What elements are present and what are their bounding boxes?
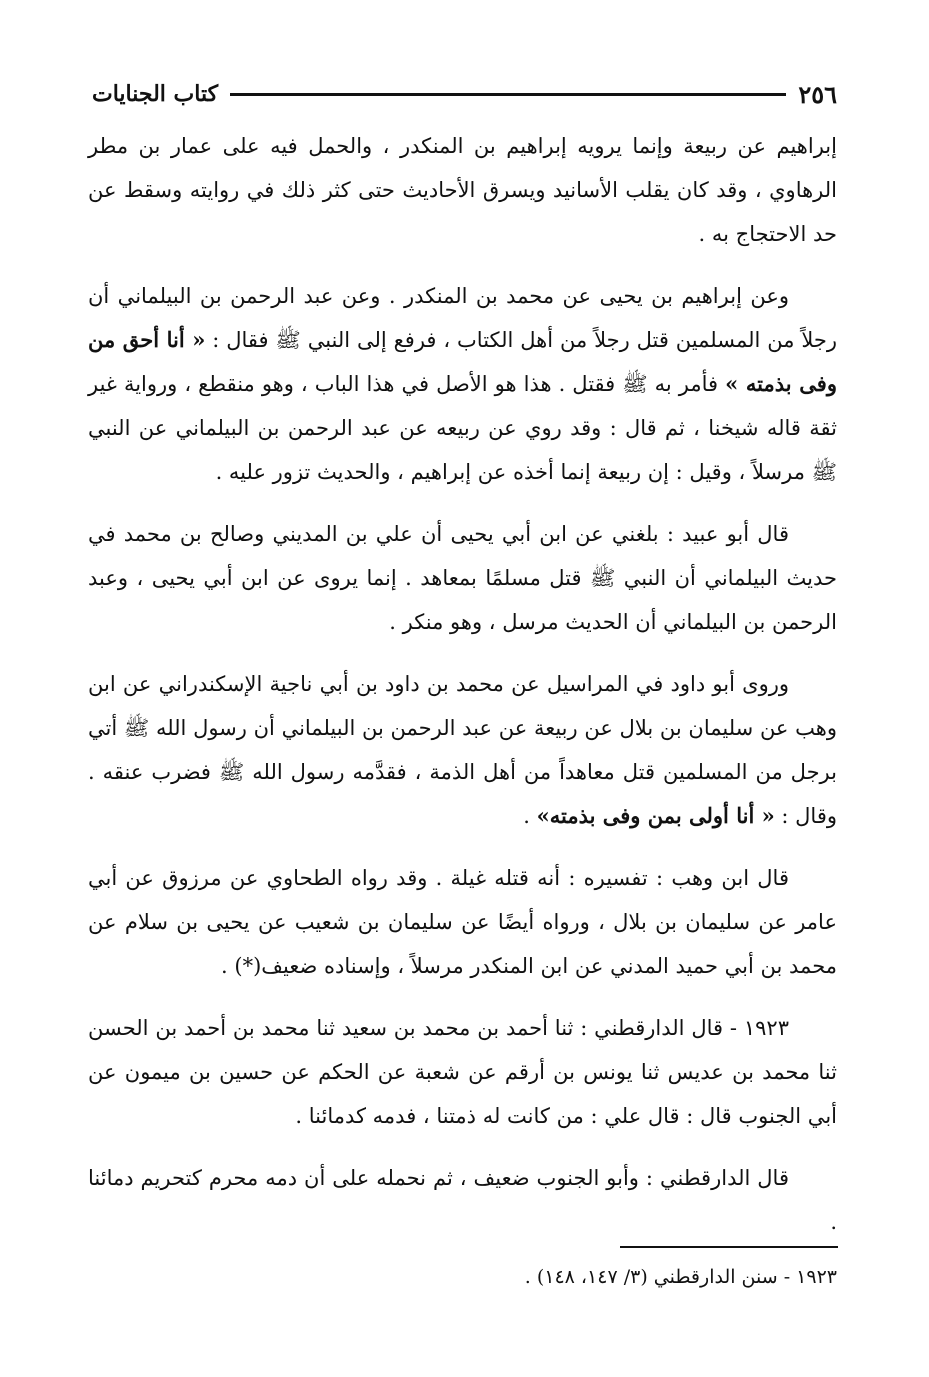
main-text [88,124,837,1262]
header-rule [230,93,786,96]
footnote: ١٩٢٣ - سنن الدارقطني (٣/ ١٤٧، ١٤٨) . [524,1266,837,1288]
footnote-rule [620,1246,838,1248]
paragraph-text: . [523,804,537,828]
paragraph-daraqutni: قال الدارقطني : وأبو الجنوب ضعيف ، ثم نحمله على أن دمه محرم كتحريم دمائنا . [88,1166,837,1234]
running-head [92,74,837,114]
paragraph-continuation: إبراهيم عن ربيعة وإنما يرويه إبراهيم بن المنكدر ، والحمل فيه على عمار بن مطر الرهاوي ، وقد كان يقلب الأسانيد ويسرق الأحاديث حتى كثر ذلك في روايته وسقط عن حد الاحتجاج به . [88,134,837,246]
paragraph-ibn-wahb: قال ابن وهب : تفسيره : أنه قتله غيلة . وقد رواه الطحاوي عن مرزوق عن أبي عامر عن سليمان بن بلال ، ورواه أيضًا عن سليمان بن شعيب عن يحيى بن سلام عن محمد بن أبي حميد المدني عن ابن المنكدر مرسلاً ، وإسناده ضعيف(*) . [88,866,837,978]
paragraph-ibrahim [88,274,837,494]
page-number: ٢٥٦ [798,79,837,109]
paragraph-abu-ubaid: قال أبو عبيد : بلغني عن ابن أبي يحيى أن علي بن المديني وصالح بن محمد في حديث البيلماني أن النبي ﷺ قتل مسلمًا بمعاهد . إنما يروى عن ابن أبي يحيى ، وعبد الرحمن بن البيلماني أن الحديث مرسل ، وهو منكر . [88,522,837,634]
paragraph-text: وروى أبو داود في المراسيل عن محمد بن داود بن أبي ناجية الإسكندراني عن ابن وهب عن سليمان بن بلال عن ربيعة عن عبد الرحمن بن البيلماني أن رسول الله ﷺ أتي برجل من المسلمين قتل معاهداً من أهل الذمة ، فقدَّمه رسول الله ﷺ فضرب عنقه . وقال : [88,672,837,828]
paragraph-text: وعن إبراهيم بن يحيى عن محمد بن المنكدر . وعن عبد الرحمن بن البيلماني أن رجلاً من المسلمين قتل رجلاً من أهل الكتاب ، فرفع إلى النبي ﷺ فقال : [88,284,837,352]
hadith-quote: « أنا أحق من وفى بذمته » [88,327,837,396]
paragraph-1923: ١٩٢٣ - قال الدارقطني : ثنا أحمد بن محمد بن سعيد ثنا محمد بن أحمد بن الحسن ثنا محمد بن عديس ثنا يونس بن أرقم عن شعبة عن الحكم عن حسين بن ميمون عن أبي الجنوب قال : قال علي : من كانت له ذمتنا ، فدمه كدمائنا . [88,1016,837,1128]
paragraph-abu-dawud [88,662,837,838]
hadith-quote: « أنا أولى بمن وفى بذمته» [536,803,775,828]
paragraph-text: فأمر به ﷺ فقتل . هذا هو الأصل في هذا الباب ، وهو منقطع ، ورواية غير ثقة قاله شيخنا ، ثم قال : وقد روي عن ربيعه عن عبد الرحمن بن البيلماني عن النبي ﷺ مرسلاً ، وقيل : إن ربيعة إنما أخذه عن إبراهيم ، والحديث تزور عليه . [88,372,837,484]
book-title: كتاب الجنايات [92,81,219,107]
